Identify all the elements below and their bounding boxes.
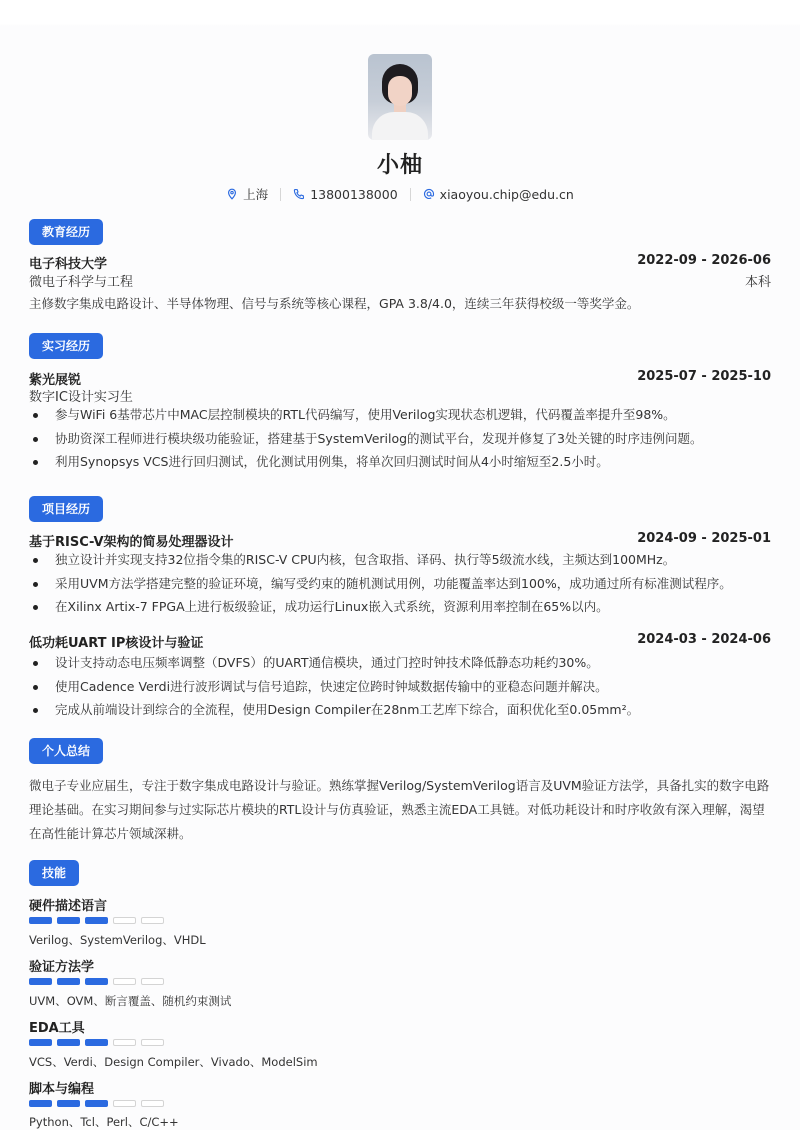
resume-header — [0, 54, 800, 203]
list-item: 利用Synopsys VCS进行回归测试，优化测试用例集，将单次回归测试时间从4小时缩短至2.5小时。 — [29, 450, 771, 474]
avatar-photo — [368, 54, 432, 140]
skill-name: 验证方法学 — [29, 960, 95, 975]
skill-description: Python、Tcl、Perl、C/C++ — [29, 1115, 179, 1129]
section-badge-education: 教育经历 — [29, 219, 103, 245]
project-dates: 2024-03 - 2024-06 — [637, 632, 771, 647]
list-item: 独立设计并实现支持32位指令集的RISC-V CPU内核，包含取指、译码、执行等5级流水线，主频达到100MHz。 — [29, 548, 771, 572]
major: 微电子科学与工程 — [29, 275, 134, 290]
contact-email[interactable]: xiaoyou.chip@edu.cn — [423, 187, 574, 202]
divider — [410, 188, 411, 201]
list-item: 设计支持动态电压频率调整（DVFS）的UART通信模块，通过门控时钟技术降低静态功耗约30%。 — [29, 651, 771, 675]
section-badge-internship: 实习经历 — [29, 333, 103, 359]
company-name: 紫光展锐 — [29, 373, 82, 388]
section-badge-summary: 个人总结 — [29, 738, 103, 764]
project-bullets — [29, 548, 771, 619]
contact-location: 上海 — [226, 185, 268, 203]
contact-phone: 13800138000 — [293, 187, 397, 202]
phone-icon — [293, 188, 305, 200]
skill-level-bar — [29, 1039, 164, 1046]
skill-name: 脚本与编程 — [29, 1082, 95, 1097]
skill-description: Verilog、SystemVerilog、VHDL — [29, 933, 206, 947]
internship-dates: 2025-07 - 2025-10 — [637, 369, 771, 384]
school-name: 电子科技大学 — [29, 257, 108, 272]
project-title: 低功耗UART IP核设计与验证 — [29, 636, 204, 651]
job-role: 数字IC设计实习生 — [29, 390, 133, 405]
list-item: 参与WiFi 6基带芯片中MAC层控制模块的RTL代码编写，使用Verilog实现状态机逻辑，代码覆盖率提升至98%。 — [29, 403, 771, 427]
summary-text: 微电子专业应届生，专注于数字集成电路设计与验证。熟练掌握Verilog/SystemVerilog语言及UVM验证方法学，具备扎实的数字电路理论基础。在实习期间参与过实际芯片模块的RTL设计与仿真验证，熟悉主流EDA工具链。对低功耗设计和时序收敛有深入理解，渴望在高性能计算芯片领域深耕。 — [29, 778, 770, 841]
education-description: 主修数字集成电路设计、半导体物理、信号与系统等核心课程，GPA 3.8/4.0，连续三年获得校级一等奖学金。 — [29, 296, 640, 311]
skill-name: EDA工具 — [29, 1021, 85, 1036]
project-bullets — [29, 651, 771, 722]
skill-level-bar — [29, 1100, 164, 1107]
list-item: 在Xilinx Artix-7 FPGA上进行板级验证，成功运行Linux嵌入式系统，资源利用率控制在65%以内。 — [29, 595, 771, 619]
divider — [280, 188, 281, 201]
at-sign-icon — [423, 188, 435, 200]
skill-level-bar — [29, 978, 164, 985]
project-title: 基于RISC-V架构的简易处理器设计 — [29, 535, 234, 550]
skill-description: UVM、OVM、断言覆盖、随机约束测试 — [29, 994, 232, 1008]
list-item: 使用Cadence Verdi进行波形调试与信号追踪，快速定位跨时钟域数据传输中的亚稳态问题并解决。 — [29, 675, 771, 699]
skill-description: VCS、Verdi、Design Compiler、Vivado、ModelSim — [29, 1055, 318, 1069]
list-item: 协助资深工程师进行模块级功能验证，搭建基于SystemVerilog的测试平台，发现并修复了3处关键的时序违例问题。 — [29, 427, 771, 451]
skill-level-bar — [29, 917, 164, 924]
section-badge-skills: 技能 — [29, 860, 79, 886]
contact-info — [0, 185, 800, 203]
project-dates: 2024-09 - 2025-01 — [637, 531, 771, 546]
internship-bullets — [29, 403, 771, 474]
location-pin-icon — [226, 188, 238, 200]
candidate-name: 小柚 — [376, 153, 423, 178]
list-item: 完成从前端设计到综合的全流程，使用Design Compiler在28nm工艺库下综合，面积优化至0.05mm²。 — [29, 698, 771, 722]
list-item: 采用UVM方法学搭建完整的验证环境，编写受约束的随机测试用例，功能覆盖率达到100%，成功通过所有标准测试程序。 — [29, 572, 771, 596]
education-dates: 2022-09 - 2026-06 — [637, 253, 771, 268]
degree: 本科 — [744, 275, 771, 290]
skill-name: 硬件描述语言 — [29, 899, 108, 914]
section-badge-projects: 项目经历 — [29, 496, 103, 522]
